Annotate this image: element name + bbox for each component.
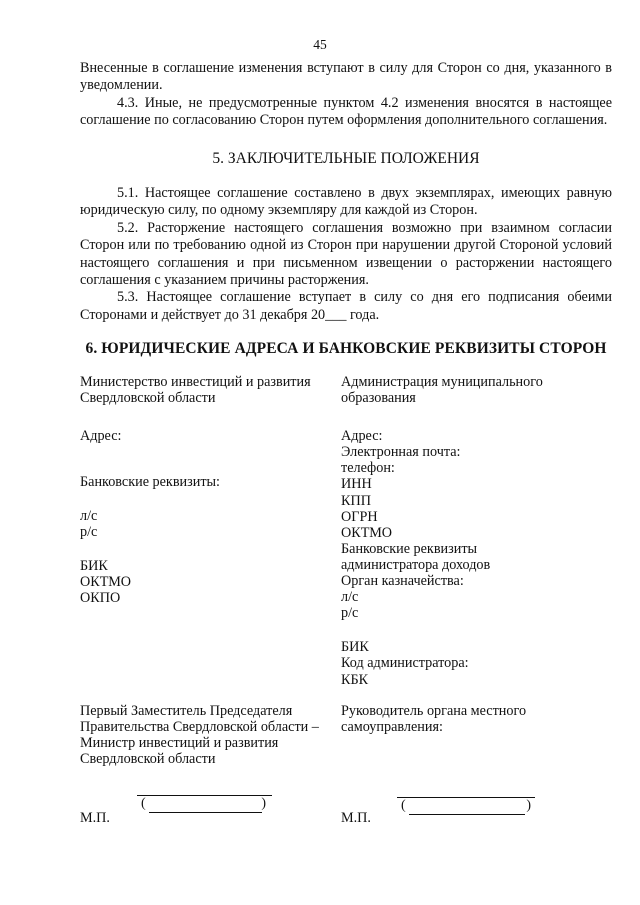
left-bank-label: Банковские реквизиты: <box>80 474 220 491</box>
right-org-line2: образования <box>341 390 416 407</box>
paragraph-5-1: 5.1. Настоящее соглашение составлено в двух экземплярах, имеющих равную юридическую силу, по одному экземпляру для каждой из Сторон. <box>80 185 612 219</box>
right-kpp-label: КПП <box>341 492 371 509</box>
right-rs-label: р/с <box>341 605 359 622</box>
right-inn-label: ИНН <box>341 476 372 493</box>
left-party-requisites <box>80 374 330 606</box>
right-sign-line1: Руководитель органа местного <box>341 703 527 719</box>
right-ogrn-label: ОГРН <box>341 508 378 525</box>
left-bracket-close: ) <box>261 796 266 811</box>
left-rs-label: р/с <box>80 524 98 541</box>
left-org-line2: Свердловской области <box>80 390 216 407</box>
right-bank-label-2: администратора доходов <box>341 556 491 573</box>
right-phone-label: телефон: <box>341 460 395 477</box>
left-name-underline <box>149 812 262 813</box>
right-signature-rule <box>397 797 535 798</box>
right-signatory-title <box>341 703 611 735</box>
right-admin-code-label: Код администратора: <box>341 655 469 672</box>
right-signature-line <box>397 797 535 821</box>
paragraph-4-3: 4.3. Иные, не предусмотренные пунктом 4.2 изменения вносятся в настоящее соглашение по согласованию Сторон путем оформления дополнительного соглашения. <box>80 94 612 129</box>
right-treasury-label: Орган казначейства: <box>341 573 464 590</box>
left-address-label: Адрес: <box>80 428 122 445</box>
left-org-line1: Министерство инвестиций и развития <box>80 374 311 390</box>
left-okpo-label: ОКПО <box>80 589 121 606</box>
left-bik-label: БИК <box>80 557 108 574</box>
page-number: 45 <box>313 37 327 52</box>
right-address-label: Адрес: <box>341 428 383 445</box>
right-bracket-open: ( <box>401 798 406 813</box>
right-bank-label-1: Банковские реквизиты <box>341 540 478 557</box>
left-sign-line4: Свердловской области <box>80 751 216 768</box>
right-kbk-label: КБК <box>341 671 369 688</box>
right-bracket-close: ) <box>526 798 531 813</box>
right-email-label: Электронная почта: <box>341 444 461 461</box>
paragraph-5-3: 5.3. Настоящее соглашение вступает в силу со дня его подписания обеими Сторонами и действует до 31 декабря 20___ года. <box>80 289 612 323</box>
left-sign-line1: Первый Заместитель Председателя <box>80 703 293 719</box>
right-name-underline <box>409 814 525 815</box>
left-stamp-mark: М.П. <box>80 810 110 826</box>
right-party-requisites <box>341 374 611 688</box>
right-stamp-mark: М.П. <box>341 810 371 826</box>
left-signatory-title <box>80 703 340 767</box>
left-signature-rule <box>137 795 272 796</box>
left-signature-line <box>137 795 272 819</box>
section-5-heading: 5. ЗАКЛЮЧИТЕЛЬНЫЕ ПОЛОЖЕНИЯ <box>212 149 480 167</box>
left-ls-label: л/с <box>80 508 98 525</box>
right-bik-label: БИК <box>341 639 369 656</box>
left-bracket-open: ( <box>141 796 146 811</box>
paragraph-amendments-effect: Внесенные в соглашение изменения вступают в силу для Сторон со дня, указанного в уведомлении. <box>80 60 612 94</box>
right-ls-label: л/с <box>341 589 359 606</box>
left-sign-line3: Министр инвестиций и развития <box>80 735 279 752</box>
left-sign-line2: Правительства Свердловской области – <box>80 719 319 736</box>
right-org-line1: Администрация муниципального <box>341 374 543 390</box>
body-text <box>80 60 612 324</box>
left-oktmo-label: ОКТМО <box>80 573 132 590</box>
right-oktmo-label: ОКТМО <box>341 524 393 541</box>
section-6-heading: 6. ЮРИДИЧЕСКИЕ АДРЕСА И БАНКОВСКИЕ РЕКВИЗИТЫ СТОРОН <box>85 340 607 357</box>
right-sign-line2: самоуправления: <box>341 719 443 736</box>
paragraph-5-2: 5.2. Расторжение настоящего соглашения возможно при взаимном согласии Сторон или по требованию одной из Сторон при нарушении другой Стороной условий настоящего соглашения и при письменном извещении о расторжении настоящего соглашения с указанием причины расторжения. <box>80 219 612 289</box>
